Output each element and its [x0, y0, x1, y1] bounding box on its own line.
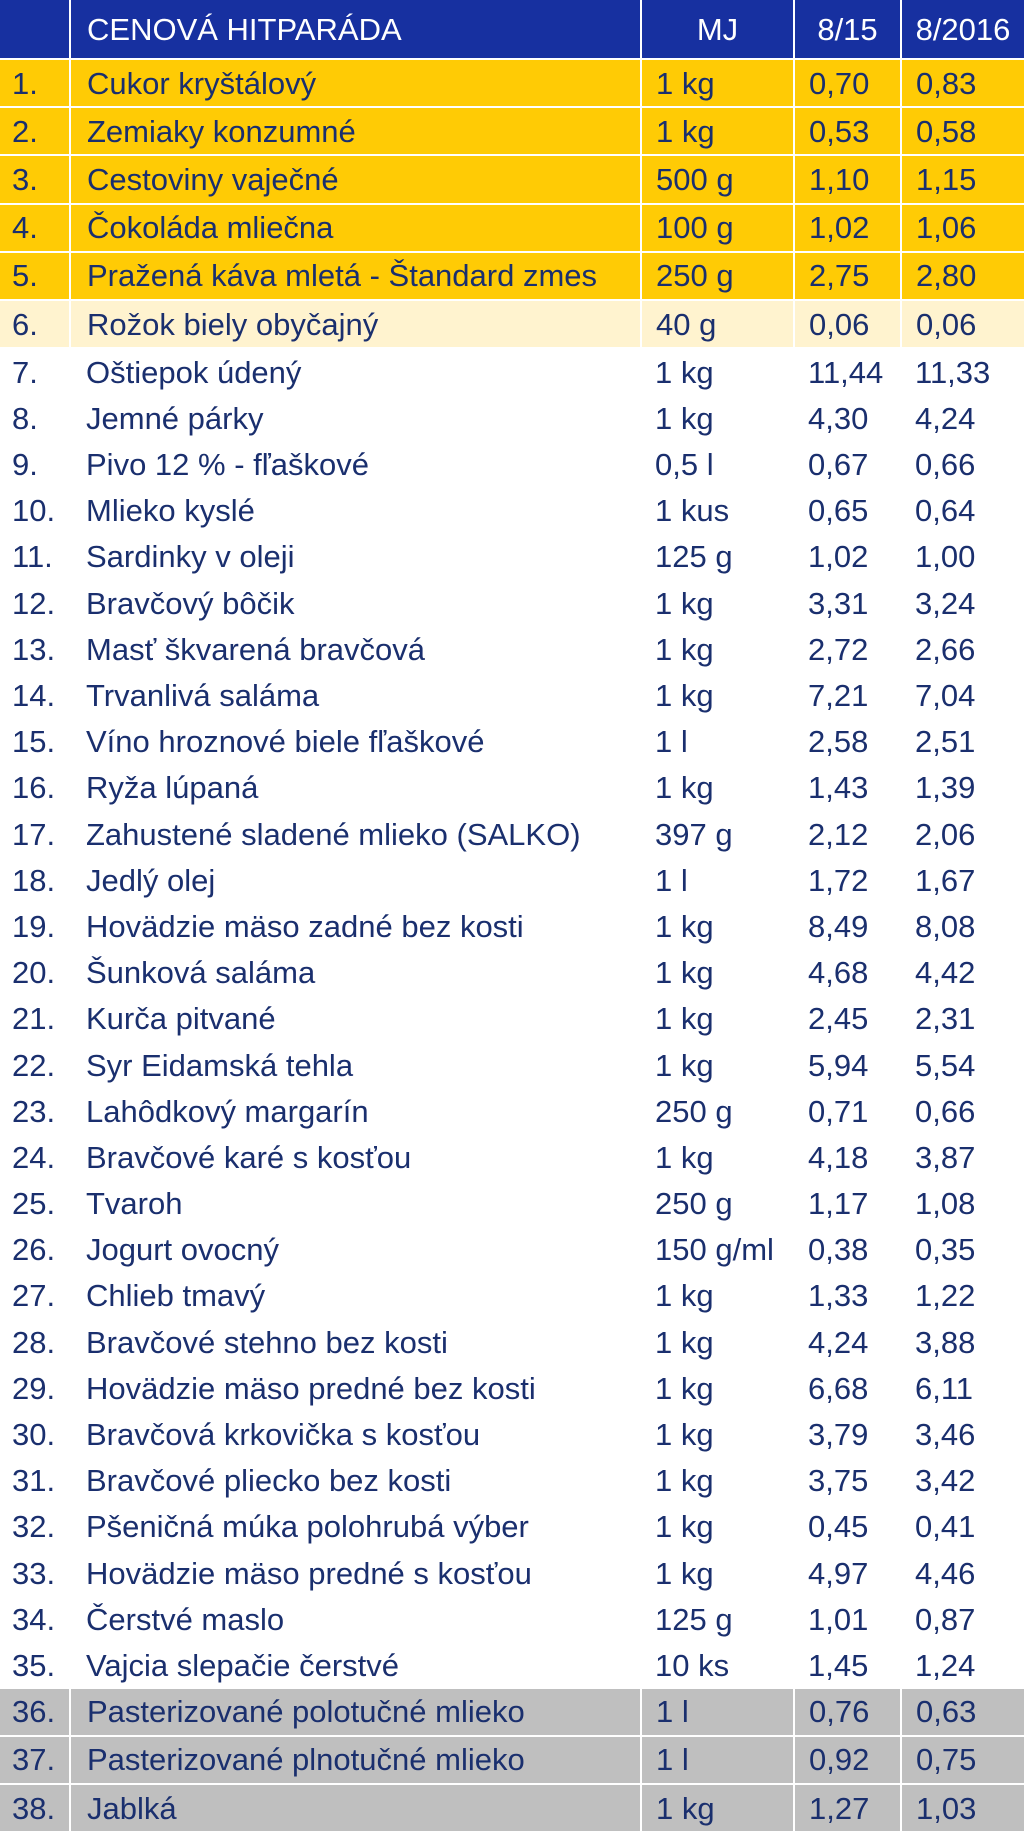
- table-row: [0, 348, 1024, 395]
- measure-unit: 100 g: [641, 204, 794, 252]
- table-row: [0, 442, 1024, 488]
- row-number: 33.: [12, 1555, 56, 1591]
- price-8-2016: 3,24: [915, 585, 976, 621]
- table-row: [0, 1273, 1024, 1319]
- price-8-2016: 3,88: [915, 1324, 976, 1360]
- price-8-15: 2,58: [808, 724, 869, 760]
- measure-unit: 250 g: [641, 252, 794, 300]
- measure-unit: 1 kg: [641, 107, 794, 155]
- product-name: Pražená káva mletá - Štandard zmes: [70, 252, 641, 300]
- price-8-15: 0,70: [794, 59, 901, 107]
- price-8-15: 8,49: [808, 908, 869, 944]
- price-8-2016: 1,24: [915, 1647, 976, 1683]
- price-8-2016: 6,11: [915, 1370, 974, 1406]
- product-name: Bravčový bôčik: [86, 585, 295, 621]
- measure-unit: 1 kg: [655, 678, 714, 714]
- table-row: [0, 811, 1024, 857]
- table-row: [0, 1458, 1024, 1504]
- measure-unit: 1 l: [641, 1689, 794, 1736]
- price-8-15: 0,53: [794, 107, 901, 155]
- table-row: [0, 1642, 1024, 1688]
- table-row: [0, 1689, 1024, 1736]
- measure-unit: 125 g: [655, 1601, 733, 1637]
- price-8-2016: 0,83: [901, 59, 1024, 107]
- measure-unit: 150 g/ml: [655, 1232, 774, 1268]
- price-8-15: 6,68: [808, 1370, 869, 1406]
- price-8-15: 11,44: [808, 354, 884, 390]
- row-number: 18.: [12, 862, 56, 898]
- price-8-2016: 3,42: [915, 1463, 976, 1499]
- price-8-2016: 0,66: [915, 447, 976, 483]
- price-8-15: 4,68: [808, 955, 869, 991]
- header-row: [0, 0, 1024, 59]
- header-period-1: 8/15: [794, 0, 901, 59]
- product-name: Vajcia slepačie čerstvé: [86, 1647, 400, 1683]
- table-row: [0, 1088, 1024, 1134]
- price-8-15: 1,45: [808, 1647, 869, 1683]
- table-row: [0, 1227, 1024, 1273]
- price-8-15: 1,27: [794, 1784, 901, 1832]
- row-number: 35.: [12, 1647, 56, 1683]
- price-8-15: 2,12: [808, 816, 869, 852]
- row-number: 14.: [12, 678, 56, 714]
- measure-unit: 40 g: [641, 300, 794, 348]
- price-8-15: 7,21: [808, 678, 869, 714]
- table-row: [0, 765, 1024, 811]
- table-row: [0, 1784, 1024, 1832]
- price-8-2016: 2,80: [901, 252, 1024, 300]
- table-row: [0, 107, 1024, 155]
- product-name: Mlieko kyslé: [86, 493, 255, 529]
- product-name: Hovädzie mäso zadné bez kosti: [86, 908, 524, 944]
- row-number: 31.: [12, 1463, 56, 1499]
- price-8-2016: 1,39: [915, 770, 976, 806]
- product-name: Rožok biely obyčajný: [70, 300, 641, 348]
- row-number: 34.: [12, 1601, 56, 1637]
- product-name: Syr Eidamská tehla: [86, 1047, 354, 1083]
- measure-unit: 0,5 l: [655, 447, 714, 483]
- price-8-15: 4,30: [808, 400, 869, 436]
- row-number: 3.: [0, 155, 70, 203]
- row-number: 13.: [12, 631, 56, 667]
- measure-unit: 1 kg: [641, 1784, 794, 1832]
- product-name: Lahôdkový margarín: [86, 1093, 369, 1129]
- measure-unit: 397 g: [655, 816, 733, 852]
- table-row: [0, 1181, 1024, 1227]
- row-number: 1.: [0, 59, 70, 107]
- row-number: 22.: [12, 1047, 56, 1083]
- price-8-2016: 1,08: [915, 1186, 976, 1222]
- price-8-15: 3,75: [808, 1463, 869, 1499]
- product-name: Jablká: [70, 1784, 641, 1832]
- table-row: [0, 1550, 1024, 1596]
- price-8-2016: 4,46: [915, 1555, 976, 1591]
- price-8-15: 4,24: [808, 1324, 869, 1360]
- product-name: Kurča pitvané: [86, 1001, 276, 1037]
- product-name: Chlieb tmavý: [86, 1278, 266, 1314]
- table-row: [0, 204, 1024, 252]
- table-row: [0, 1319, 1024, 1365]
- product-name: Šunková saláma: [86, 955, 316, 991]
- product-name: Oštiepok údený: [86, 354, 302, 390]
- measure-unit: 1 kg: [655, 1555, 714, 1591]
- table-row: [0, 903, 1024, 949]
- measure-unit: 1 kg: [655, 908, 714, 944]
- row-number: 29.: [12, 1370, 56, 1406]
- row-number: 38.: [0, 1784, 70, 1832]
- header-number-cell: [0, 0, 70, 59]
- table-row: [0, 1596, 1024, 1642]
- price-8-15: 0,65: [808, 493, 869, 529]
- product-name: Cestoviny vaječné: [70, 155, 641, 203]
- price-8-2016: 8,08: [915, 908, 976, 944]
- table-header: [0, 0, 1024, 59]
- price-8-2016: 0,41: [915, 1509, 976, 1545]
- row-number: 27.: [12, 1278, 56, 1314]
- measure-unit: 1 kg: [655, 1278, 714, 1314]
- product-name: Jemné párky: [86, 400, 264, 436]
- table-body: [0, 59, 1024, 1832]
- price-8-2016: 0,06: [901, 300, 1024, 348]
- measure-unit: 1 kg: [655, 770, 714, 806]
- measure-unit: 1 kg: [655, 354, 714, 390]
- measure-unit: 1 kg: [655, 1047, 714, 1083]
- measure-unit: 1 kg: [655, 631, 714, 667]
- measure-unit: 1 kg: [655, 1370, 714, 1406]
- table-row: [0, 857, 1024, 903]
- product-name: Hovädzie mäso predné bez kosti: [86, 1370, 536, 1406]
- price-8-15: 4,97: [808, 1555, 869, 1591]
- price-8-2016: 1,67: [915, 862, 976, 898]
- header-period-2: 8/2016: [901, 0, 1024, 59]
- table-row: [0, 395, 1024, 441]
- table-row: [0, 59, 1024, 107]
- measure-unit: 1 kg: [655, 1001, 714, 1037]
- price-8-15: 0,76: [794, 1689, 901, 1736]
- row-number: 12.: [12, 585, 56, 621]
- price-8-15: 2,72: [808, 631, 869, 667]
- product-name: Zemiaky konzumné: [70, 107, 641, 155]
- price-8-2016: 4,42: [915, 955, 976, 991]
- price-8-15: 0,67: [808, 447, 869, 483]
- price-8-15: 0,38: [808, 1232, 869, 1268]
- row-number: 7.: [12, 354, 38, 390]
- measure-unit: 1 kg: [655, 400, 714, 436]
- product-name: Čerstvé maslo: [86, 1601, 285, 1637]
- price-8-15: 1,17: [808, 1186, 869, 1222]
- price-8-15: 2,45: [808, 1001, 869, 1037]
- price-8-2016: 11,33: [915, 354, 991, 390]
- price-8-2016: 2,06: [915, 816, 976, 852]
- price-8-2016: 5,54: [915, 1047, 976, 1083]
- row-number: 15.: [12, 724, 56, 760]
- row-number: 36.: [0, 1689, 70, 1736]
- product-name: Víno hroznové biele fľaškové: [86, 724, 485, 760]
- product-name: Trvanlivá saláma: [86, 678, 320, 714]
- price-8-15: 0,06: [794, 300, 901, 348]
- product-name: Čokoláda mliečna: [70, 204, 641, 252]
- table-row: [0, 1736, 1024, 1784]
- measure-unit: 1 kg: [641, 59, 794, 107]
- product-name: Jogurt ovocný: [86, 1232, 279, 1268]
- price-8-15: 1,33: [808, 1278, 869, 1314]
- measure-unit: 1 kg: [655, 1324, 714, 1360]
- product-name: Pasterizované polotučné mlieko: [70, 1689, 641, 1736]
- product-name: Sardinky v oleji: [86, 539, 295, 575]
- price-8-15: 1,02: [808, 539, 869, 575]
- measure-unit: 1 kg: [655, 1139, 714, 1175]
- table-row: [0, 626, 1024, 672]
- table-row: [0, 1042, 1024, 1088]
- price-8-15: 1,43: [808, 770, 869, 806]
- row-number: 10.: [12, 493, 56, 529]
- price-8-2016: 1,00: [915, 539, 976, 575]
- price-8-2016: 0,87: [915, 1601, 976, 1637]
- measure-unit: 1 l: [655, 724, 688, 760]
- product-name: Jedlý olej: [86, 862, 216, 898]
- price-8-2016: 2,51: [915, 724, 976, 760]
- row-number: 30.: [12, 1417, 56, 1453]
- product-name: Ryža lúpaná: [86, 770, 259, 806]
- product-name: Cukor kryštálový: [70, 59, 641, 107]
- price-8-2016: 0,35: [915, 1232, 976, 1268]
- table-row: [0, 488, 1024, 534]
- measure-unit: 1 kg: [655, 585, 714, 621]
- measure-unit: 125 g: [655, 539, 733, 575]
- row-number: 25.: [12, 1186, 56, 1222]
- row-number: 9.: [12, 447, 38, 483]
- table-title: CENOVÁ HITPARÁDA: [70, 0, 641, 59]
- measure-unit: 1 kg: [655, 1463, 714, 1499]
- price-8-2016: 1,22: [915, 1278, 976, 1314]
- row-number: 24.: [12, 1139, 56, 1175]
- row-number: 32.: [12, 1509, 56, 1545]
- measure-unit: 1 kg: [655, 1509, 714, 1545]
- price-8-15: 0,92: [794, 1736, 901, 1784]
- table-row: [0, 1365, 1024, 1411]
- row-number: 28.: [12, 1324, 56, 1360]
- product-name: Masť škvarená bravčová: [86, 631, 425, 667]
- price-8-2016: 0,75: [901, 1736, 1024, 1784]
- price-8-15: 3,79: [808, 1417, 869, 1453]
- price-8-2016: 7,04: [915, 678, 976, 714]
- table-row: [0, 534, 1024, 580]
- table-row: [0, 672, 1024, 718]
- header-unit: MJ: [641, 0, 794, 59]
- row-number: 8.: [12, 400, 38, 436]
- price-8-15: 4,18: [808, 1139, 869, 1175]
- product-name: Bravčové stehno bez kosti: [86, 1324, 448, 1360]
- price-8-2016: 4,24: [915, 400, 976, 436]
- price-8-15: 2,75: [794, 252, 901, 300]
- price-8-2016: 0,63: [901, 1689, 1024, 1736]
- price-8-15: 5,94: [808, 1047, 869, 1083]
- measure-unit: 10 ks: [655, 1647, 730, 1683]
- table-row: [0, 950, 1024, 996]
- product-name: Bravčové pliecko bez kosti: [86, 1463, 452, 1499]
- measure-unit: 1 l: [655, 862, 688, 898]
- price-8-2016: 3,46: [915, 1417, 976, 1453]
- product-name: Pivo 12 % - fľaškové: [86, 447, 369, 483]
- product-name: Bravčová krkovička s kosťou: [86, 1417, 481, 1453]
- product-name: Zahustené sladené mlieko (SALKO): [86, 816, 581, 852]
- price-8-15: 1,01: [808, 1601, 869, 1637]
- row-number: 4.: [0, 204, 70, 252]
- row-number: 21.: [12, 1001, 56, 1037]
- table-row: [0, 155, 1024, 203]
- table-row: [0, 719, 1024, 765]
- price-8-2016: 2,66: [915, 631, 976, 667]
- measure-unit: 1 l: [641, 1736, 794, 1784]
- row-number: 16.: [12, 770, 56, 806]
- table-row: [0, 1134, 1024, 1180]
- row-number: 17.: [12, 816, 56, 852]
- row-number: 19.: [12, 908, 56, 944]
- measure-unit: 1 kg: [655, 1417, 714, 1453]
- product-name: Tvaroh: [86, 1186, 183, 1222]
- row-number: 23.: [12, 1093, 56, 1129]
- price-8-15: 1,10: [794, 155, 901, 203]
- table-row: [0, 1504, 1024, 1550]
- row-number: 20.: [12, 955, 56, 991]
- table-row: [0, 252, 1024, 300]
- measure-unit: 1 kus: [655, 493, 730, 529]
- price-8-15: 1,72: [808, 862, 869, 898]
- price-8-2016: 2,31: [915, 1001, 976, 1037]
- measure-unit: 250 g: [655, 1186, 733, 1222]
- price-8-15: 0,71: [808, 1093, 869, 1129]
- price-8-2016: 0,66: [915, 1093, 976, 1129]
- row-number: 26.: [12, 1232, 56, 1268]
- measure-unit: 250 g: [655, 1093, 733, 1129]
- price-8-2016: 3,87: [915, 1139, 976, 1175]
- measure-unit: 500 g: [641, 155, 794, 203]
- row-number: 11.: [12, 539, 53, 575]
- table-row: [0, 996, 1024, 1042]
- product-name: Hovädzie mäso predné s kosťou: [86, 1555, 532, 1591]
- price-8-2016: 1,15: [901, 155, 1024, 203]
- measure-unit: 1 kg: [655, 955, 714, 991]
- product-name: Bravčové karé s kosťou: [86, 1139, 412, 1175]
- price-8-2016: 0,58: [901, 107, 1024, 155]
- product-name: Pšeničná múka polohrubá výber: [86, 1509, 529, 1545]
- table-row: [0, 580, 1024, 626]
- table-row: [0, 300, 1024, 348]
- price-8-2016: 0,64: [915, 493, 976, 529]
- price-8-2016: 1,06: [901, 204, 1024, 252]
- product-name: Pasterizované plnotučné mlieko: [70, 1736, 641, 1784]
- price-8-15: 0,45: [808, 1509, 869, 1545]
- price-8-15: 3,31: [808, 585, 869, 621]
- price-8-2016: 1,03: [901, 1784, 1024, 1832]
- table-row: [0, 1411, 1024, 1457]
- row-number: 2.: [0, 107, 70, 155]
- price-8-15: 1,02: [794, 204, 901, 252]
- row-number: 6.: [0, 300, 70, 348]
- row-number: 5.: [0, 252, 70, 300]
- row-number: 37.: [0, 1736, 70, 1784]
